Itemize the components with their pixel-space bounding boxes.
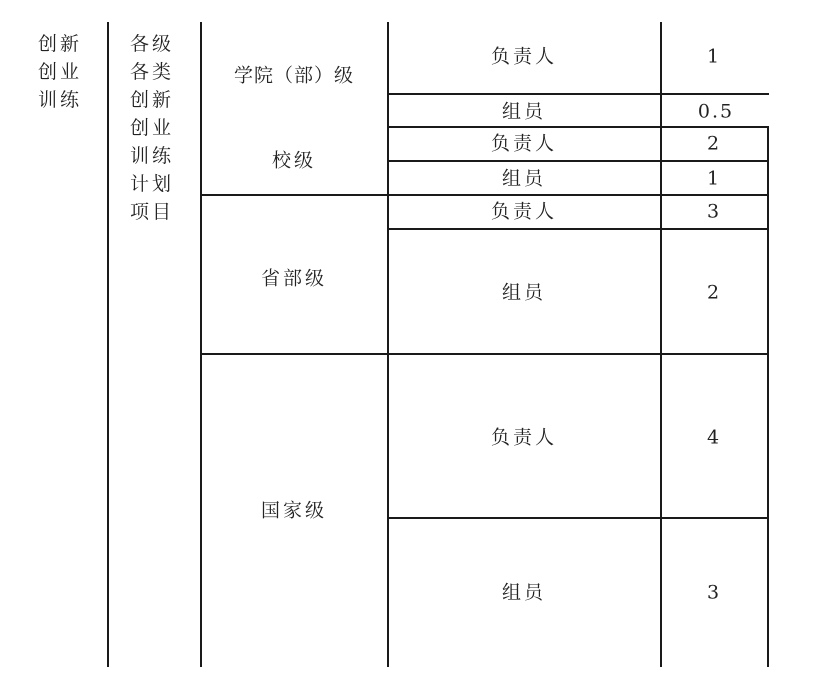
role-college-member: 组员 [501, 100, 547, 123]
row-divider-school-bottom [200, 194, 769, 196]
row-divider-provincial-bottom [200, 353, 769, 355]
role-provincial-member: 组员 [501, 281, 547, 304]
project-type-line-3: 创新 [130, 89, 175, 111]
row-divider-college-mid [388, 93, 769, 95]
col-divider-4 [387, 22, 389, 667]
project-type-line-2: 各类 [130, 61, 175, 83]
level-school: 校级 [271, 149, 317, 172]
role-provincial-leader: 负责人 [490, 200, 558, 223]
role-school-leader: 负责人 [490, 132, 558, 155]
role-national-member: 组员 [501, 581, 547, 604]
project-type-label [130, 30, 174, 226]
level-provincial: 省部级 [260, 267, 328, 290]
project-type-line-7: 项目 [130, 201, 175, 223]
row-divider-college-bottom [388, 126, 769, 128]
level-national: 国家级 [260, 499, 328, 522]
col-divider-3 [200, 22, 202, 667]
project-type-line-1: 各级 [130, 33, 175, 55]
category-line-2: 创业 [38, 61, 83, 83]
col-divider-2 [107, 128, 109, 667]
score-national-leader: 4 [706, 426, 722, 449]
row-divider-provincial-mid [388, 228, 769, 230]
score-national-member: 3 [706, 581, 722, 604]
score-school-member: 1 [706, 167, 722, 190]
category-line-1: 创新 [38, 33, 83, 55]
score-provincial-leader: 3 [706, 200, 722, 223]
project-type-line-4: 创业 [130, 117, 175, 139]
col-divider-5 [660, 22, 662, 130]
row-divider-national-mid [388, 517, 769, 519]
col-divider-7 [767, 126, 769, 667]
role-college-leader: 负责人 [490, 45, 558, 68]
score-college-leader: 1 [706, 45, 722, 68]
col-divider-6 [660, 128, 662, 667]
row-divider-school-mid [388, 160, 769, 162]
score-school-leader: 2 [706, 132, 722, 155]
score-college-member: 0.5 [697, 100, 735, 123]
project-type-line-5: 训练 [130, 145, 175, 167]
project-type-line-6: 计划 [130, 173, 175, 195]
category-label [38, 30, 82, 114]
category-line-3: 训练 [38, 89, 83, 111]
col-divider-1 [107, 22, 109, 128]
role-school-member: 组员 [501, 167, 547, 190]
score-provincial-member: 2 [706, 281, 722, 304]
role-national-leader: 负责人 [490, 426, 558, 449]
level-college: 学院（部）级 [233, 64, 355, 87]
